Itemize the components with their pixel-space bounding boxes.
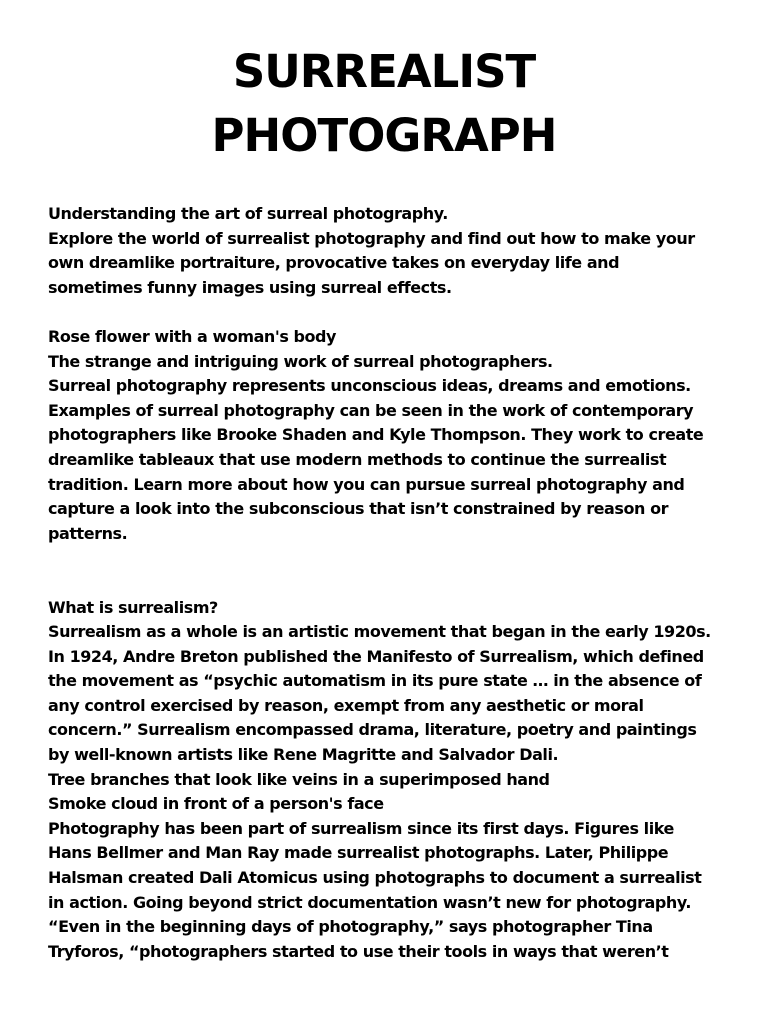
text-line: concern.” Surrealism encompassed drama, literature, poetry and paintings (48, 720, 697, 740)
text-line: Photography has been part of surrealism since its first days. Figures like (48, 818, 674, 838)
article-body (48, 202, 748, 964)
what-is-surrealism-paragraph (48, 596, 748, 965)
text-line: What is surrealism? (48, 597, 218, 617)
text-line: patterns. (48, 523, 128, 543)
text-line: by well-known artists like Rene Magritte and Salvador Dali. (48, 745, 559, 765)
title-line-1: SURREALIST (232, 45, 536, 98)
text-line: Smoke cloud in front of a person's face (48, 794, 384, 814)
text-line: any control exercised by reason, exempt from any aesthetic or moral (48, 695, 644, 715)
text-line: Tryforos, “photographers started to use their tools in ways that weren’t (48, 941, 669, 961)
text-line: Examples of surreal photography can be seen in the work of contemporary (48, 400, 694, 420)
text-line: Halsman created Dali Atomicus using photographs to document a surrealist (48, 868, 702, 888)
text-line: sometimes funny images using surreal effects. (48, 277, 452, 297)
text-line: In 1924, Andre Breton published the Manifesto of Surrealism, which defined (48, 646, 704, 666)
text-line: tradition. Learn more about how you can pursue surreal photography and (48, 474, 685, 494)
text-line: own dreamlike portraiture, provocative takes on everyday life and (48, 253, 620, 273)
title-line-2: PHOTOGRAPH (211, 109, 557, 162)
text-line: photographers like Brooke Shaden and Kyle Thompson. They work to create (48, 425, 704, 445)
text-line: Understanding the art of surreal photography. (48, 204, 448, 223)
text-line: Tree branches that look like veins in a superimposed hand (48, 769, 550, 789)
text-line: Surrealism as a whole is an artistic movement that began in the early 1920s. (48, 622, 711, 642)
text-line: Explore the world of surrealist photography and find out how to make your (48, 228, 695, 248)
text-line: The strange and intriguing work of surreal photographers. (48, 351, 553, 371)
text-line: in action. Going beyond strict documentation wasn’t new for photography. (48, 892, 691, 912)
text-line: Surreal photography represents unconscious ideas, dreams and emotions. (48, 376, 691, 396)
text-line: “Even in the beginning days of photography,” says photographer Tina (48, 917, 653, 937)
surreal-photographers-paragraph (48, 325, 748, 546)
text-line: the movement as “psychic automatism in its pure state … in the absence of (48, 671, 702, 691)
text-line: capture a look into the subconscious that isn’t constrained by reason or (48, 499, 669, 519)
paragraph-spacer (48, 300, 748, 325)
intro-paragraph (48, 202, 748, 300)
text-line: Hans Bellmer and Man Ray made surrealist photographs. Later, Philippe (48, 843, 669, 863)
text-line: dreamlike tableaux that use modern methods to continue the surrealist (48, 449, 667, 469)
paragraph-spacer (48, 546, 748, 595)
text-line: Rose flower with a woman's body (48, 326, 337, 346)
page-title (0, 40, 768, 168)
